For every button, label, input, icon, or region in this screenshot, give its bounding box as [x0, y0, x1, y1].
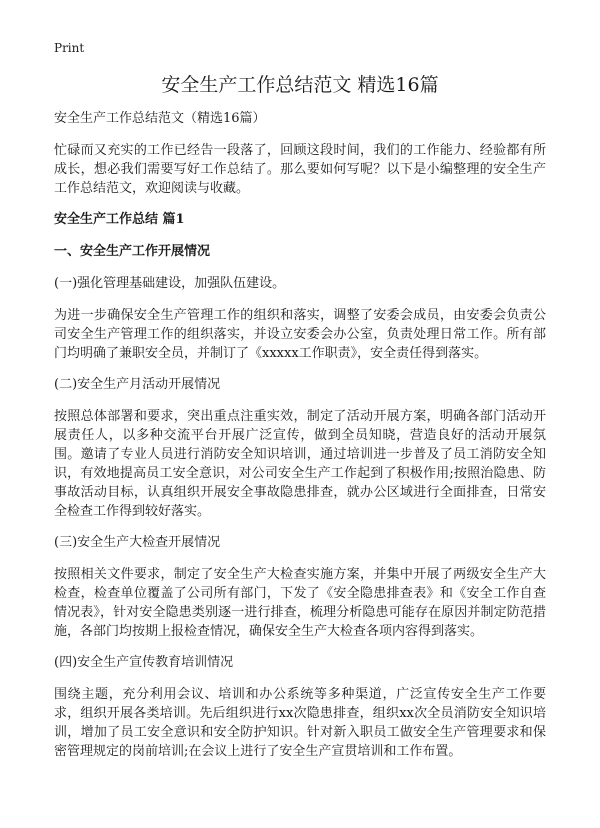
intro-paragraph: 忙碌而又充实的工作已经告一段落了，回顾这段时间，我们的工作能力、经验都有所成长，想必我们需要写好工作总结了。那么要如何写呢？以下是小编整理的安全生产工作总结范文，欢迎阅读与收藏。 [54, 143, 546, 196]
article-heading: 安全生产工作总结 篇1 [54, 212, 185, 227]
subsection-heading-1: (一)强化管理基础建设，加强队伍建设。 [54, 276, 286, 291]
section-heading: 一、安全生产工作开展情况 [54, 244, 211, 259]
subsection-body-1: 为进一步确保安全生产管理工作的组织和落实，调整了安委会成员，由安委会负责公司安全生产管理工作的组织落实，并设立安委会办公室，负责处理日常工作。所有部门均明确了兼职安全员，并制订了《xxxxx工作职责》，安全责任得到落实。 [54, 308, 546, 361]
document-subtitle: 安全生产工作总结范文（精选16篇） [54, 111, 266, 126]
subsection-heading-4: (四)安全生产宣传教育培训情况 [54, 655, 234, 670]
subsection-body-2: 按照总体部署和要求，突出重点注重实效，制定了活动开展方案，明确各部门活动开展责任人，以多种交流平台开展广泛宣传，做到全员知晓，营造良好的活动开展氛围。邀请了专业人员进行消防安全知识培训，通过培训进一步普及了员工消防安全知识，有效地提高员工安全意识，对公司安全生产工作起到了积极作用;按照治隐患、防事故活动目标，认真组织开展安全事故隐患排查，就办公区域进行全面排查，日常安全检查工作得到较好落实。 [54, 409, 546, 519]
document-title: 安全生产工作总结范文 精选16篇 [161, 74, 439, 96]
subsection-body-3: 按照相关文件要求，制定了安全生产大检查实施方案，并集中开展了两级安全生产大检查，检查单位覆盖了公司所有部门，下发了《安全隐患排查表》和《安全工作自查情况表》，针对安全隐患类别逐一进行排查，梳理分析隐患可能存在原因并制定防范措施，各部门均按期上报检查情况，确保安全生产大检查各项内容得到落实。 [54, 567, 546, 639]
subsection-heading-3: (三)安全生产大检查开展情况 [54, 535, 221, 550]
subsection-heading-2: (二)安全生产月活动开展情况 [54, 377, 221, 392]
print-link[interactable]: Print [54, 41, 85, 55]
subsection-body-4: 围绕主题，充分利用会议、培训和办公系统等多种渠道，广泛宣传安全生产工作要求，组织开展各类培训。先后组织进行xx次隐患排查，组织xx次全员消防安全知识培训，增加了员工安全意识和安全防护知识。针对新入职员工做安全生产管理要求和保密管理规定的岗前培训;在会议上进行了安全生产宣贯培训和工作布置。 [54, 687, 546, 759]
